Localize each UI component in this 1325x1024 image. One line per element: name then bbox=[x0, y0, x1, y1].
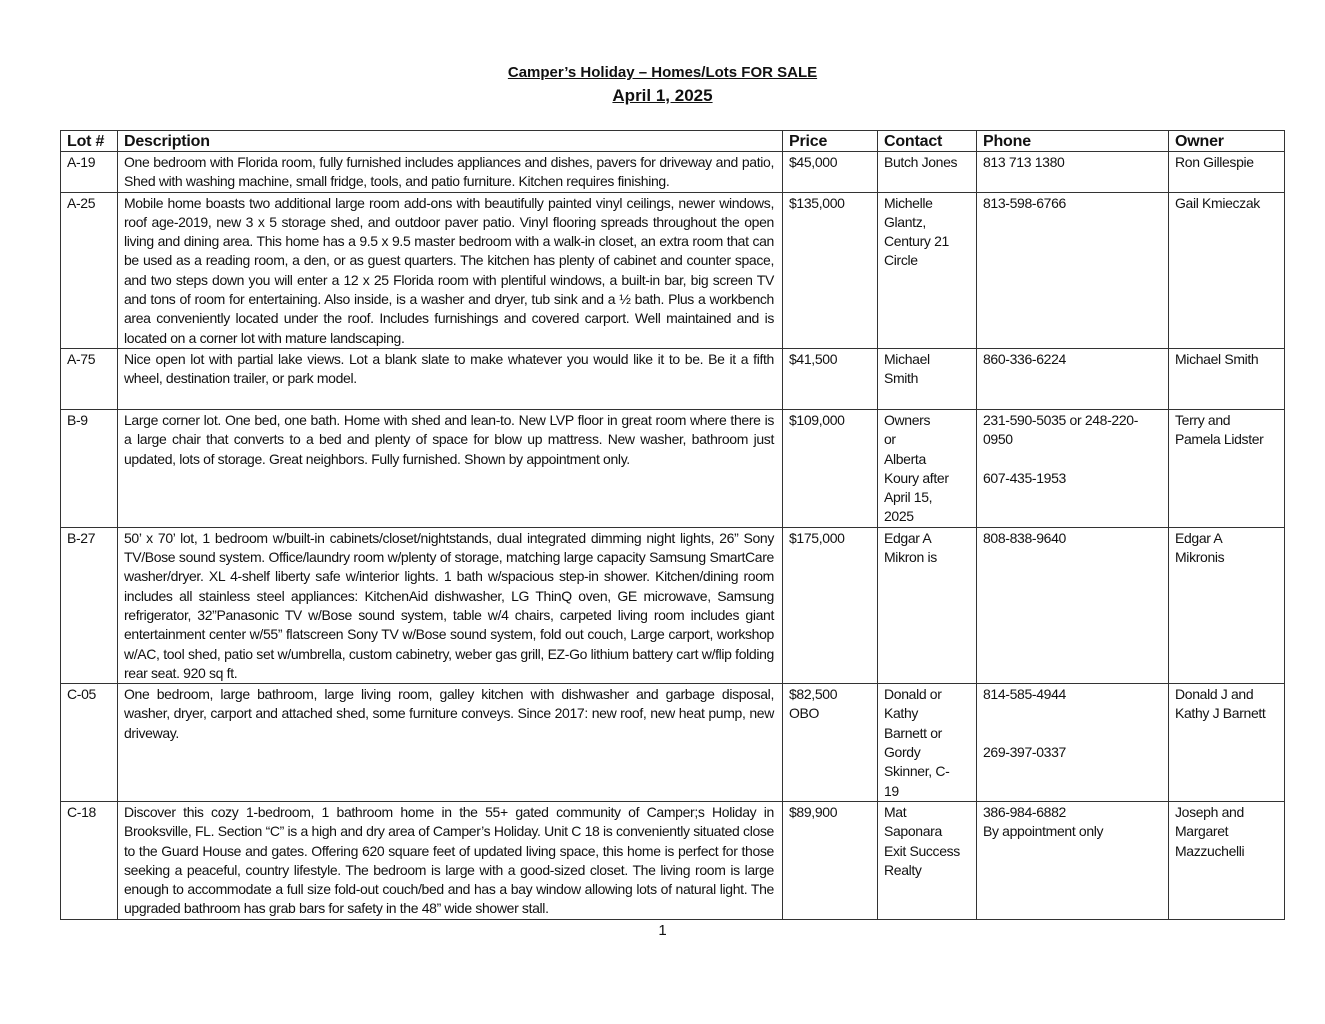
price-cell: $89,900 bbox=[783, 801, 878, 919]
contact-cell: Michael Smith bbox=[878, 348, 977, 409]
column-header-owner: Owner bbox=[1169, 131, 1285, 152]
page-number: 1 bbox=[658, 922, 667, 939]
table-row bbox=[61, 348, 1285, 409]
column-header-phone: Phone bbox=[977, 131, 1169, 152]
lot-cell: C-05 bbox=[61, 684, 118, 802]
phone-cell: 808-838-9640 bbox=[977, 527, 1169, 683]
owner-cell: Gail Kmieczak bbox=[1169, 192, 1285, 348]
contact-cell: Michelle Glantz, Century 21 Circle bbox=[878, 192, 977, 348]
phone-cell: 813-598-6766 bbox=[977, 192, 1169, 348]
lot-cell: B-27 bbox=[61, 527, 118, 683]
owner-cell: Michael Smith bbox=[1169, 348, 1285, 409]
description-cell: 50’ x 70’ lot, 1 bedroom w/built-in cabinets/closet/nightstands, dual integrated dimming night lights, 26” Sony TV/Bose sound system. Office/laundry room w/plenty of storage, matching large capacity Samsung SmartCare washer/dryer. XL 4-shelf liberty safe w/interior lights. 1 bath w/spacious step-in shower. Kitchen/dining room includes all stainless steel appliances: KitchenAid dishwasher, LG ThinQ oven, GE microwave, Samsung refrigerator, 32”Panasonic TV w/Bose sound system, table w/4 chairs, carpeted living room includes giant entertainment center w/55” flatscreen Sony TV w/Bose sound system, fold out couch, Large carport, workshop w/AC, tool shed, patio set w/umbrella, custom cabinetry, weber gas grill, EZ-Go lithium battery cart w/flip folding rear seat. 920 sq ft. bbox=[118, 527, 783, 683]
table-row bbox=[61, 409, 1285, 527]
column-header-lot: Lot # bbox=[61, 131, 118, 152]
phone-cell: 813 713 1380 bbox=[977, 152, 1169, 193]
description-cell: Large corner lot. One bed, one bath. Home with shed and lean-to. New LVP floor in great room where there is a large chair that converts to a bed and plenty of space for blow up mattress. New washer, bathroom just updated, lots of storage. Great neighbors. Fully furnished. Shown by appointment only. bbox=[118, 409, 783, 527]
description-cell: One bedroom with Florida room, fully furnished includes appliances and dishes, pavers for driveway and patio, Shed with washing machine, small fridge, tools, and patio furniture. Kitchen requires finishing. bbox=[118, 152, 783, 193]
price-cell: $109,000 bbox=[783, 409, 878, 527]
phone-cell: 231-590-5035 or 248-220- 0950 607-435-1953 bbox=[977, 409, 1169, 527]
description-cell: Mobile home boasts two additional large room add-ons with beautifully painted vinyl ceilings, newer windows, roof age-2019, new 3 x 5 storage shed, and outdoor paver patio. Vinyl flooring spreads throughout the open living and dining area. This home has a 9.5 x 9.5 master bedroom with a walk-in closet, an extra room that can be used as a reading room, a den, or as guest quarters. The kitchen has plenty of cabinet and counter space, and two steps down you will enter a 12 x 25 Florida room with plentiful windows, a built-in bar, big screen TV and tons of room for entertaining. Also inside, is a washer and dryer, tub sink and a ½ bath. Plus a workbench area conveniently located under the roof. Includes furnishings and covered carport. Well maintained and is located on a corner lot with mature landscaping. bbox=[118, 192, 783, 348]
column-header-description: Description bbox=[118, 131, 783, 152]
description-cell: Nice open lot with partial lake views. Lot a blank slate to make whatever you would like it to be. Be it a fifth wheel, destination trailer, or park model. bbox=[118, 348, 783, 409]
price-cell: $135,000 bbox=[783, 192, 878, 348]
owner-cell: Joseph and Margaret Mazzuchelli bbox=[1169, 801, 1285, 919]
lot-cell: A-19 bbox=[61, 152, 118, 193]
price-cell: $41,500 bbox=[783, 348, 878, 409]
listings-table bbox=[60, 130, 1285, 920]
contact-cell: Owners or Alberta Koury after April 15, 2025 bbox=[878, 409, 977, 527]
lot-cell: A-25 bbox=[61, 192, 118, 348]
table-row bbox=[61, 152, 1285, 193]
table-header-row bbox=[61, 131, 1285, 152]
description-cell: One bedroom, large bathroom, large living room, galley kitchen with dishwasher and garbage disposal, washer, dryer, carport and attached shed, some furniture conveys. Since 2017: new roof, new heat pump, new driveway. bbox=[118, 684, 783, 802]
table-row bbox=[61, 801, 1285, 919]
contact-cell: Edgar A Mikron is bbox=[878, 527, 977, 683]
owner-cell: Terry and Pamela Lidster bbox=[1169, 409, 1285, 527]
owner-cell: Donald J and Kathy J Barnett bbox=[1169, 684, 1285, 802]
owner-cell: Ron Gillespie bbox=[1169, 152, 1285, 193]
price-cell: $82,500 OBO bbox=[783, 684, 878, 802]
lot-cell: A-75 bbox=[61, 348, 118, 409]
phone-cell: 386-984-6882 By appointment only bbox=[977, 801, 1169, 919]
table-row bbox=[61, 527, 1285, 683]
phone-cell: 860-336-6224 bbox=[977, 348, 1169, 409]
description-cell: Discover this cozy 1-bedroom, 1 bathroom home in the 55+ gated community of Camper;s Holiday in Brooksville, FL. Section “C” is a high and dry area of Camper’s Holiday. Unit C 18 is conveniently situated close to the Guard House and gates. Offering 620 square feet of updated living space, this home is perfect for those seeking a peaceful, country lifestyle. The bedroom is large with a good-sized closet. The living room is large enough to accommodate a full size fold-out couch/bed and has a bay window allowing lots of natural light. The upgraded bathroom has grab bars for safety in the 48” wide shower stall. bbox=[118, 801, 783, 919]
table-row bbox=[61, 684, 1285, 802]
document-title: Camper’s Holiday – Homes/Lots FOR SALE bbox=[507, 64, 818, 81]
column-header-price: Price bbox=[783, 131, 878, 152]
column-header-contact: Contact bbox=[878, 131, 977, 152]
phone-cell: 814-585-4944 269-397-0337 bbox=[977, 684, 1169, 802]
contact-cell: Butch Jones bbox=[878, 152, 977, 193]
contact-cell: Mat Saponara Exit Success Realty bbox=[878, 801, 977, 919]
table-row bbox=[61, 192, 1285, 348]
owner-cell: Edgar A Mikronis bbox=[1169, 527, 1285, 683]
price-cell: $45,000 bbox=[783, 152, 878, 193]
contact-cell: Donald or Kathy Barnett or Gordy Skinner, C- 19 bbox=[878, 684, 977, 802]
lot-cell: C-18 bbox=[61, 801, 118, 919]
price-cell: $175,000 bbox=[783, 527, 878, 683]
lot-cell: B-9 bbox=[61, 409, 118, 527]
document-date: April 1, 2025 bbox=[612, 86, 713, 105]
